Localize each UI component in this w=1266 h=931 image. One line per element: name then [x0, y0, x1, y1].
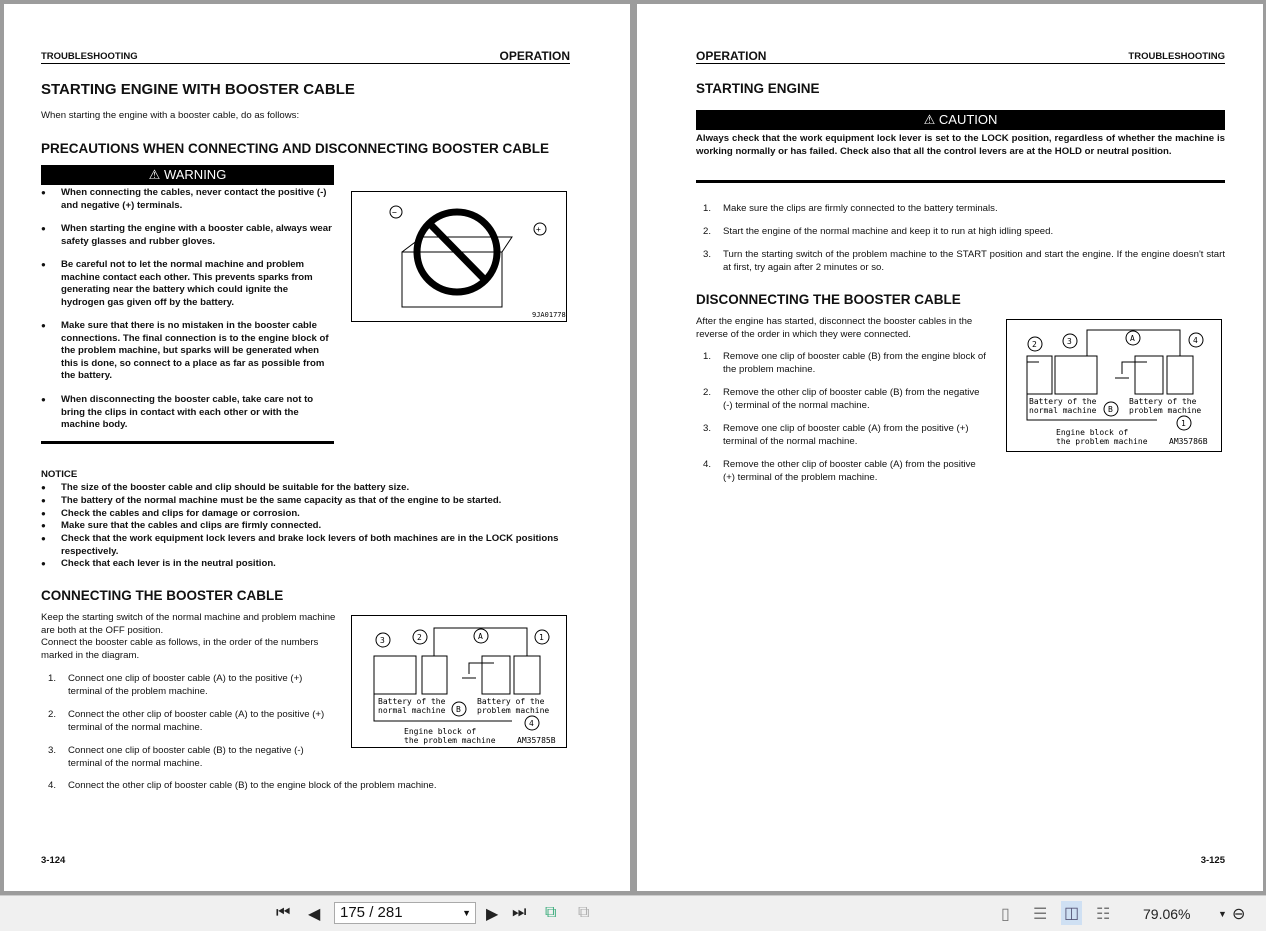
warning-item: ● When starting the engine with a booster cable, always wear safety glasses and rubber gloves.: [61, 223, 334, 248]
page-title: STARTING ENGINE WITH BOOSTER CABLE: [41, 81, 355, 98]
svg-text:B: B: [1108, 405, 1113, 414]
caution-banner: ⚠ CAUTION: [696, 110, 1225, 130]
battery-spark-prohibited-illustration: [352, 192, 566, 321]
last-page-icon[interactable]: ⏭: [512, 904, 527, 921]
running-header: TROUBLESHOOTING: [1128, 51, 1225, 62]
page-number-field[interactable]: 175 / 281 ▼: [334, 902, 476, 924]
booster-connection-schematic: [352, 616, 566, 747]
svg-text:2: 2: [417, 633, 422, 642]
zoom-out-icon[interactable]: ⊖: [1232, 906, 1246, 923]
svg-text:Engine block of: Engine block of: [404, 727, 477, 736]
first-page-icon[interactable]: ⏮: [276, 904, 291, 921]
svg-text:2: 2: [1032, 340, 1037, 349]
single-page-view-icon[interactable]: ▯: [1001, 906, 1010, 923]
warning-item: ● When connecting the cables, never contact the positive (-) and negative (+) terminals.: [61, 187, 334, 212]
warning-item: ● Be careful not to let the normal machine and problem machine contact each other. This prevents sparks from generating near the battery which could ignite the hydrogen gas given off by the battery.: [61, 259, 334, 309]
zoom-dropdown-icon[interactable]: ▼: [1218, 909, 1227, 919]
svg-text:3: 3: [380, 636, 385, 645]
step-item: 4. Connect the other clip of booster cable (B) to the engine block of the problem machine.: [48, 780, 437, 791]
notice-label: NOTICE: [41, 469, 78, 480]
svg-text:1: 1: [1181, 419, 1186, 428]
connecting-intro: Keep the starting switch of the normal machine and problem machine are both at the OFF position. Connect the booster cable as follows, in the order of the numbers marked in the diagram.: [41, 612, 336, 661]
page-number: 3-125: [1200, 855, 1225, 866]
intro-text: When starting the engine with a booster cable, do as follows:: [41, 110, 300, 121]
page-left: [4, 4, 630, 891]
step-item: 2. Remove the other clip of booster cable (B) from the negative (-) terminal of the normal machine.: [703, 387, 980, 411]
step-item: 3. Remove one clip of booster cable (A) from the positive (+) terminal of the normal machine.: [703, 423, 969, 447]
notice-item: ● The size of the booster cable and clip should be suitable for the battery size.: [61, 482, 571, 495]
running-header: TROUBLESHOOTING: [41, 51, 138, 62]
notice-item: ● Check that the work equipment lock levers and brake lock levers of both machines are in the LOCK positions respectively.: [61, 533, 571, 558]
previous-page-icon[interactable]: ◀: [308, 906, 321, 923]
warning-triangle-icon: ⚠: [923, 112, 936, 127]
chevron-down-icon[interactable]: ▼: [462, 908, 471, 918]
svg-text:normal machine: normal machine: [378, 706, 446, 715]
disconnect-heading: DISCONNECTING THE BOOSTER CABLE: [696, 292, 961, 307]
go-forward-view-icon[interactable]: ⧉: [578, 904, 590, 921]
svg-text:1: 1: [539, 633, 544, 642]
svg-text:B: B: [456, 705, 461, 714]
page-title: STARTING ENGINE: [696, 81, 820, 96]
connection-diagram: [351, 615, 567, 748]
two-page-view-icon[interactable]: ◫: [1061, 901, 1082, 925]
svg-text:Engine block of: Engine block of: [1056, 428, 1129, 437]
step-item: 2. Connect the other clip of booster cable (A) to the positive (+) terminal of the normal machine.: [48, 709, 325, 733]
disconnect-intro: After the engine has started, disconnect the booster cables in the reverse of the order in which they were connected.: [696, 316, 973, 340]
svg-text:A: A: [1130, 334, 1135, 343]
svg-text:Battery of the: Battery of the: [378, 697, 446, 706]
figure-code: AM35785B: [517, 736, 556, 745]
svg-text:4: 4: [529, 719, 534, 728]
page-right: [637, 4, 1263, 891]
caution-text: Always check that the work equipment lock lever is set to the LOCK position, regardless of whether the machine is working normally or has failed. Check also that all the control levers are at the HOLD or neutral position.: [696, 133, 1225, 157]
svg-text:Battery of the: Battery of the: [1129, 397, 1197, 406]
step-item: 3. Turn the starting switch of the problem machine to the START position and start the engine. If the engine doesn't start at first, try again after 2 minutes or so.: [703, 249, 1225, 273]
svg-text:the problem machine: the problem machine: [1056, 437, 1148, 446]
warning-triangle-icon: ⚠: [148, 167, 161, 182]
step-item: 2. Start the engine of the normal machine and keep it to run at high idling speed.: [703, 226, 1054, 237]
svg-text:4: 4: [1193, 336, 1198, 345]
svg-text:3: 3: [1067, 337, 1072, 346]
svg-text:Battery of the: Battery of the: [477, 697, 545, 706]
section-header: OPERATION: [499, 49, 570, 63]
disconnection-diagram: [1006, 319, 1222, 452]
svg-text:Battery of the: Battery of the: [1029, 397, 1097, 406]
figure-code: AM35786B: [1169, 437, 1208, 446]
connecting-heading: CONNECTING THE BOOSTER CABLE: [41, 588, 284, 603]
warning-item: ● When disconnecting the booster cable, take care not to bring the clips in contact with each other or with the machine body.: [61, 394, 334, 432]
precautions-heading: PRECAUTIONS WHEN CONNECTING AND DISCONNECTING BOOSTER CABLE: [41, 141, 550, 156]
viewer-toolbar: [0, 895, 1266, 931]
svg-text:problem machine: problem machine: [1129, 406, 1202, 415]
notice-item: ● The battery of the normal machine must be the same capacity as that of the engine to be started.: [61, 495, 571, 508]
step-item: 1. Remove one clip of booster cable (B) from the engine block of the problem machine.: [703, 351, 986, 375]
step-item: 3. Connect one clip of booster cable (B) to the negative (-) terminal of the normal machine.: [48, 745, 304, 769]
continuous-view-icon[interactable]: ☰: [1033, 906, 1048, 923]
figure-code: 9JA01778: [532, 311, 566, 319]
svg-text:−: −: [392, 208, 397, 217]
svg-text:A: A: [478, 632, 483, 641]
go-back-view-icon[interactable]: ⧉: [545, 904, 557, 921]
section-header: OPERATION: [696, 49, 767, 63]
booster-disconnection-schematic: [1007, 320, 1221, 451]
no-contact-figure: [351, 191, 567, 322]
svg-text:the problem machine: the problem machine: [404, 736, 496, 745]
svg-text:+: +: [536, 225, 541, 234]
zoom-level[interactable]: 79.06%: [1143, 906, 1191, 922]
step-item: 4. Remove the other clip of booster cable (A) from the positive (+) terminal of the problem machine.: [703, 459, 976, 483]
two-page-continuous-view-icon[interactable]: ☷: [1096, 906, 1111, 923]
svg-text:problem machine: problem machine: [477, 706, 550, 715]
notice-item: ● Check that each lever is in the neutral position.: [61, 558, 571, 571]
notice-item: ● Make sure that the cables and clips are firmly connected.: [61, 520, 571, 533]
page-number: 3-124: [41, 855, 66, 866]
warning-banner: ⚠ WARNING: [41, 165, 334, 185]
step-item: 1. Connect one clip of booster cable (A) to the positive (+) terminal of the problem machine.: [48, 673, 303, 697]
step-item: 1. Make sure the clips are firmly connected to the battery terminals.: [703, 203, 998, 214]
warning-item: ● Make sure that there is no mistaken in the booster cable connections. The final connection is to the engine block of the problem machine, but sparks will be generated when this is done, so connect to a place as far as possible from the battery.: [61, 320, 334, 383]
svg-text:normal machine: normal machine: [1029, 406, 1097, 415]
next-page-icon[interactable]: ▶: [486, 906, 499, 923]
notice-item: ● Check the cables and clips for damage or corrosion.: [61, 508, 571, 521]
